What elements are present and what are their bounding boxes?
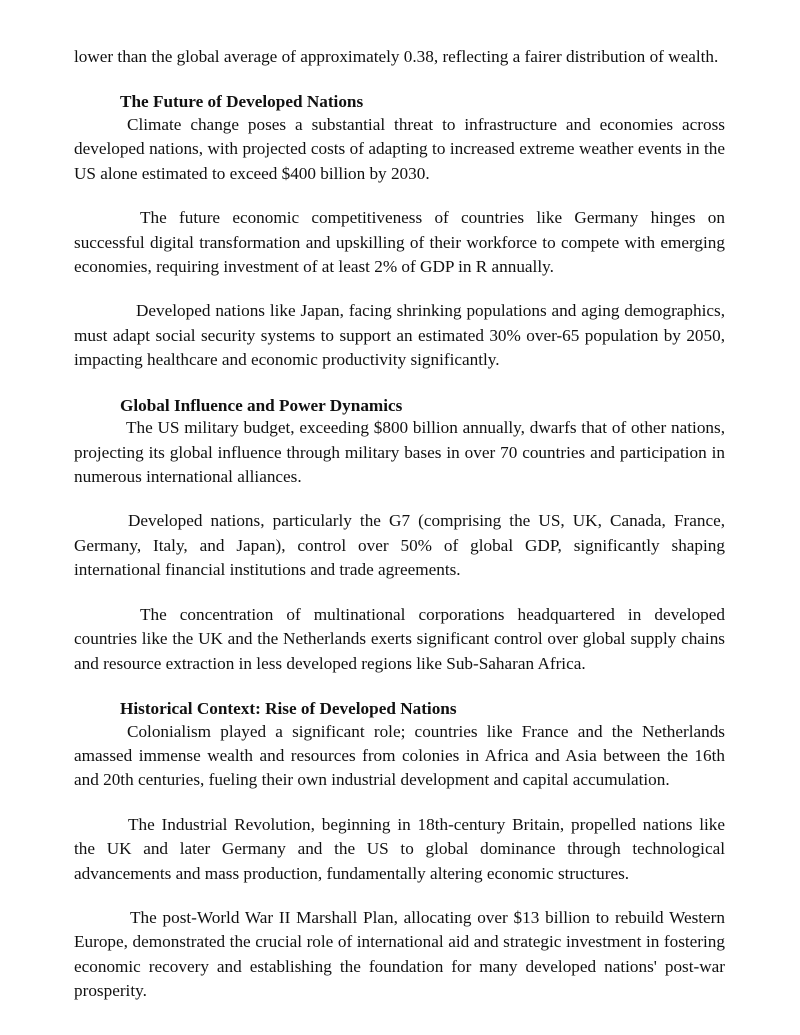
paragraph: Colonialism played a significant role; countries like France and the Netherlands amassed immense wealth and resources from colonies in Africa and Asia between the 16th and 20th centuries, fueling their own industrial development and capital accumulation. xyxy=(74,721,725,790)
section-heading: Historical Context: Rise of Developed Nations xyxy=(120,698,457,718)
paragraph: Developed nations like Japan, facing shrinking populations and aging demographics, must adapt social security systems to support an estimated 30% over-65 population by 2050, impacting healthcare and economic productivity significantly. xyxy=(74,301,725,370)
intro-paragraph: lower than the global average of approximately 0.38, reflecting a fairer distribution of wealth. xyxy=(74,47,719,66)
section-global-influence-and-power-dynamics xyxy=(74,395,725,676)
paragraph: The US military budget, exceeding $800 billion annually, dwarfs that of other nations, projecting its global influence through military bases in over 70 countries and participation in numerous international alliances. xyxy=(74,418,725,487)
paragraph: The concentration of multinational corporations headquartered in developed countries like the UK and the Netherlands exerts significant control over global supply chains and resource extraction in less developed regions like Sub-Saharan Africa. xyxy=(74,604,725,673)
paragraph: The post-World War II Marshall Plan, allocating over $13 billion to rebuild Western Europe, demonstrated the crucial role of international aid and strategic investment in fostering economic recovery and establishing the foundation for many developed nations' post-war prosperity. xyxy=(74,907,725,1001)
paragraph: The Industrial Revolution, beginning in 18th-century Britain, propelled nations like the UK and later Germany and the US to global dominance through technological advancements and mass production, fundamentally altering economic structures. xyxy=(74,814,725,883)
paragraph: The future economic competitiveness of countries like Germany hinges on successful digital transformation and upskilling of their workforce to compete with emerging economies, requiring investment of at least 2% of GDP in R annually. xyxy=(74,208,725,277)
section-historical-context xyxy=(74,698,725,1004)
section-heading: Global Influence and Power Dynamics xyxy=(120,395,403,415)
section-future-of-developed-nations xyxy=(74,91,725,372)
document-page xyxy=(74,45,725,1004)
paragraph: Climate change poses a substantial threat to infrastructure and economies across developed nations, with projected costs of adapting to increased extreme weather events in the US alone estimated to exceed $400 billion by 2030. xyxy=(74,115,725,183)
section-heading: The Future of Developed Nations xyxy=(120,92,364,112)
paragraph: Developed nations, particularly the G7 (comprising the US, UK, Canada, France, Germany, Italy, and Japan), control over 50% of global GDP, significantly shaping international financial institutions and trade agreements. xyxy=(74,511,725,580)
